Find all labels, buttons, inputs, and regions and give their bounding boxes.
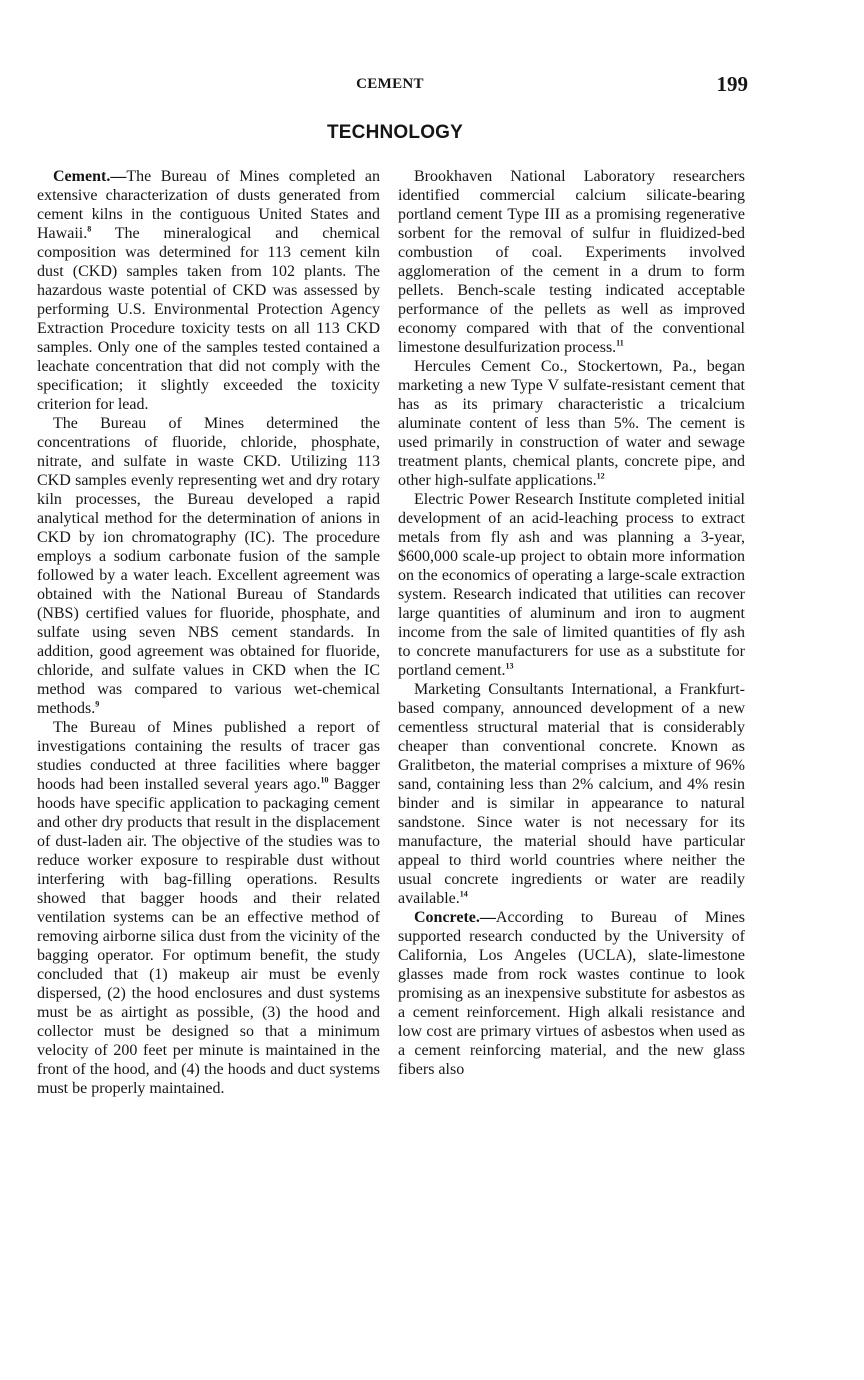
paragraph-hercules xyxy=(398,357,745,490)
paragraph-marketing-consultants xyxy=(398,680,745,908)
paragraph-text: The mineralogical and chemical composition was determined for 113 cement kiln dust (CKD) samples taken from 102 plants. The hazardous waste potential of CKD was assessed by performing U.S. Environmental Protection Agency Extraction Procedure toxicity tests on all 113 CKD samples. Only one of the samples tested contained a leachate concentration that did not comply with the specification; it slightly exceeded the toxicity criterion for lead. xyxy=(37,225,380,413)
paragraph-text: Brookhaven National Laboratory researchers identified commercial calcium silicate-bearing portland cement Type III as a promising regenerative sorbent for the removal of sulfur in fluidized-bed combustion of coal. Experiments involved agglomeration of the cement in a drum to form pellets. Bench-scale testing indicated acceptable performance of the pellets as well as improved economy compared with that of the conventional limestone desulfurization process. xyxy=(398,168,745,356)
footnote-ref: 8 xyxy=(87,224,92,234)
section-heading: TECHNOLOGY xyxy=(326,122,464,143)
paragraph-text: The Bureau of Mines determined the concentrations of fluoride, chloride, phosphate, nitrate, and sulfate in waste CKD. Utilizing 113 CKD samples evenly representing wet and dry rotary kiln processes, the Bureau developed a rapid analytical method for the determination of anions in CKD by ion chromatography (IC). The procedure employs a sodium carbonate fusion of the sample followed by a water leach. Excellent agreement was obtained with the National Bureau of Standards (NBS) certified values for fluoride, phosphate, and sulfate using seven NBS cement standards. In addition, good agreement was obtained for fluoride, chloride, and sulfate values in CKD when the IC method was compared to various wet-chemical methods. xyxy=(37,415,380,717)
footnote-ref: 10 xyxy=(320,775,329,785)
running-head xyxy=(0,74,864,98)
paragraph-bagger-hoods xyxy=(37,718,380,1098)
paragraph-epri xyxy=(398,490,745,680)
left-column xyxy=(37,167,380,1098)
paragraph-text: Marketing Consultants International, a Frankfurt-based company, announced development of a new cementless structural material that is considerably cheaper than conventional concrete. Known as Gralitbeton, the material comprises a mixture of 96% sand, containing less than 2% calcium, and 4% resin binder and is similar in appearance to natural sandstone. Since water is not necessary for its manufacture, the material should have particular appeal to third world countries where neither the usual concrete ingredients or water are readily available. xyxy=(398,681,745,907)
paragraph-text: Electric Power Research Institute completed initial development of an acid-leaching process to extract metals from fly ash and was planning a 3-year, $600,000 scale-up project to obtain more information on the economics of operating a large-scale extraction system. Research indicated that utilities can recover large quantities of aluminum and iron to augment income from the sale of limited quantities of fly ash to concrete manufacturers for use as a substitute for portland cement. xyxy=(398,491,745,679)
footnote-ref: 9 xyxy=(95,699,100,709)
paragraph-brookhaven xyxy=(398,167,745,357)
footnote-ref: 13 xyxy=(505,661,514,671)
run-in-heading-concrete: Concrete.— xyxy=(414,909,496,926)
paragraph-text: Hercules Cement Co., Stockertown, Pa., began marketing a new Type V sulfate-resistant cement that has as its primary characteristic a tricalcium aluminate content of less than 5%. The cement is used primarily in construction of water and sewage treatment plants, chemical plants, concrete pipe, and other high-sulfate applications. xyxy=(398,358,745,489)
paragraph-text: The Bureau of Mines completed an extensive characterization of dusts generated from cement kilns in the contiguous United States and Hawaii. xyxy=(37,168,380,242)
footnote-ref: 12 xyxy=(596,471,605,481)
paragraph-text: Bagger hoods have specific application to packaging cement and other dry products that result in the displacement of dust-laden air. The objective of the studies was to reduce worker exposure to respirable dust without interfering with bag-filling operations. Results showed that bagger hoods and their related ventilation systems can be an effective method of removing airborne silica dust from the vicinity of the bagging operator. For optimum benefit, the study concluded that (1) makeup air must be evenly dispersed, (2) the hood enclosures and dust systems must be as airtight as possible, (3) the hood and collector must be designed so that a minimum velocity of 200 feet per minute is maintained in the front of the hood, and (4) the hoods and duct systems must be properly maintained. xyxy=(37,776,381,1097)
paragraph-text: According to Bureau of Mines supported research conducted by the University of California, Los Angeles (UCLA), slate-limestone glasses made from rock wastes continue to look promising as an inexpensive substitute for asbestos as a cement reinforcement. High alkali resistance and low cost are primary virtues of asbestos when used as a cement reinforcing material, and the new glass fibers also xyxy=(398,909,745,1078)
paragraph-concrete xyxy=(398,908,745,1079)
paragraph-cement xyxy=(37,167,380,414)
paragraph-text: The Bureau of Mines published a report of investigations containing the results of tracer gas studies conducted at three facilities where bagger hoods had been installed several years ago. xyxy=(37,719,380,793)
right-column xyxy=(398,167,745,1079)
paragraph-anions xyxy=(37,414,380,718)
running-title: CEMENT xyxy=(356,76,424,92)
footnote-ref: 11 xyxy=(616,338,624,348)
run-in-heading-cement: Cement.— xyxy=(53,168,127,185)
page-number: 199 xyxy=(716,72,748,96)
footnote-ref: 14 xyxy=(459,889,468,899)
